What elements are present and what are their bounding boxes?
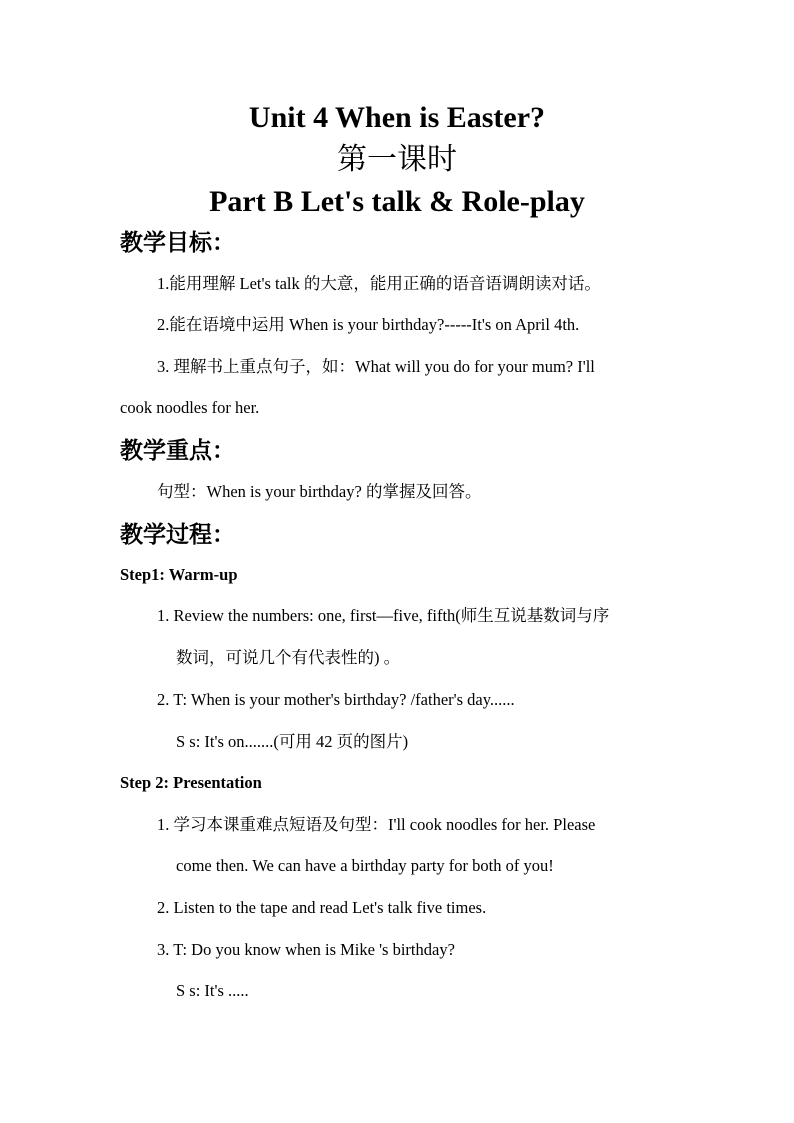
objective-item-3: 3. 理解书上重点句子，如：What will you do for your mum? I'll	[157, 357, 595, 376]
step2-item-1: 1. 学习本课重难点短语及句型：I'll cook noodles for her. Please	[157, 815, 596, 834]
step1-item-2-cont: S s: It's on.......(可用 42 页的图片)	[176, 732, 409, 751]
part-title: Part B Let's talk & Role-play	[209, 185, 585, 218]
step2-item-1-cont: come then. We can have a birthday party for both of you!	[176, 856, 554, 875]
step1-item-2: 2. T: When is your mother's birthday? /father's day......	[157, 690, 515, 709]
objective-item-1: 1.能用理解 Let's talk 的大意，能用正确的语音语调朗读对话。	[157, 274, 601, 293]
objectives-heading: 教学目标：	[120, 230, 235, 255]
lesson-period: 第一课时	[337, 143, 457, 176]
objective-item-3-cont: cook noodles for her.	[120, 398, 260, 417]
process-heading: 教学过程：	[120, 522, 235, 547]
step2-title: Step 2: Presentation	[120, 773, 262, 792]
step2-item-3: 3. T: Do you know when is Mike 's birthday?	[157, 940, 455, 959]
step1-title: Step1: Warm-up	[120, 565, 238, 584]
step1-item-1-cont: 数词，可说几个有代表性的) 。	[176, 648, 401, 667]
unit-title: Unit 4 When is Easter?	[248, 101, 546, 134]
step1-item-1: 1. Review the numbers: one, first—five, fifth(师生互说基数词与序	[157, 606, 610, 625]
key-points-heading: 教学重点：	[120, 438, 235, 463]
objective-item-2: 2.能在语境中运用 When is your birthday?-----It's on April 4th.	[157, 315, 580, 334]
key-points-text: 句型：When is your birthday? 的掌握及回答。	[157, 482, 482, 501]
step2-item-3-cont: S s: It's .....	[176, 981, 249, 1000]
step2-item-2: 2. Listen to the tape and read Let's talk five times.	[157, 898, 487, 917]
